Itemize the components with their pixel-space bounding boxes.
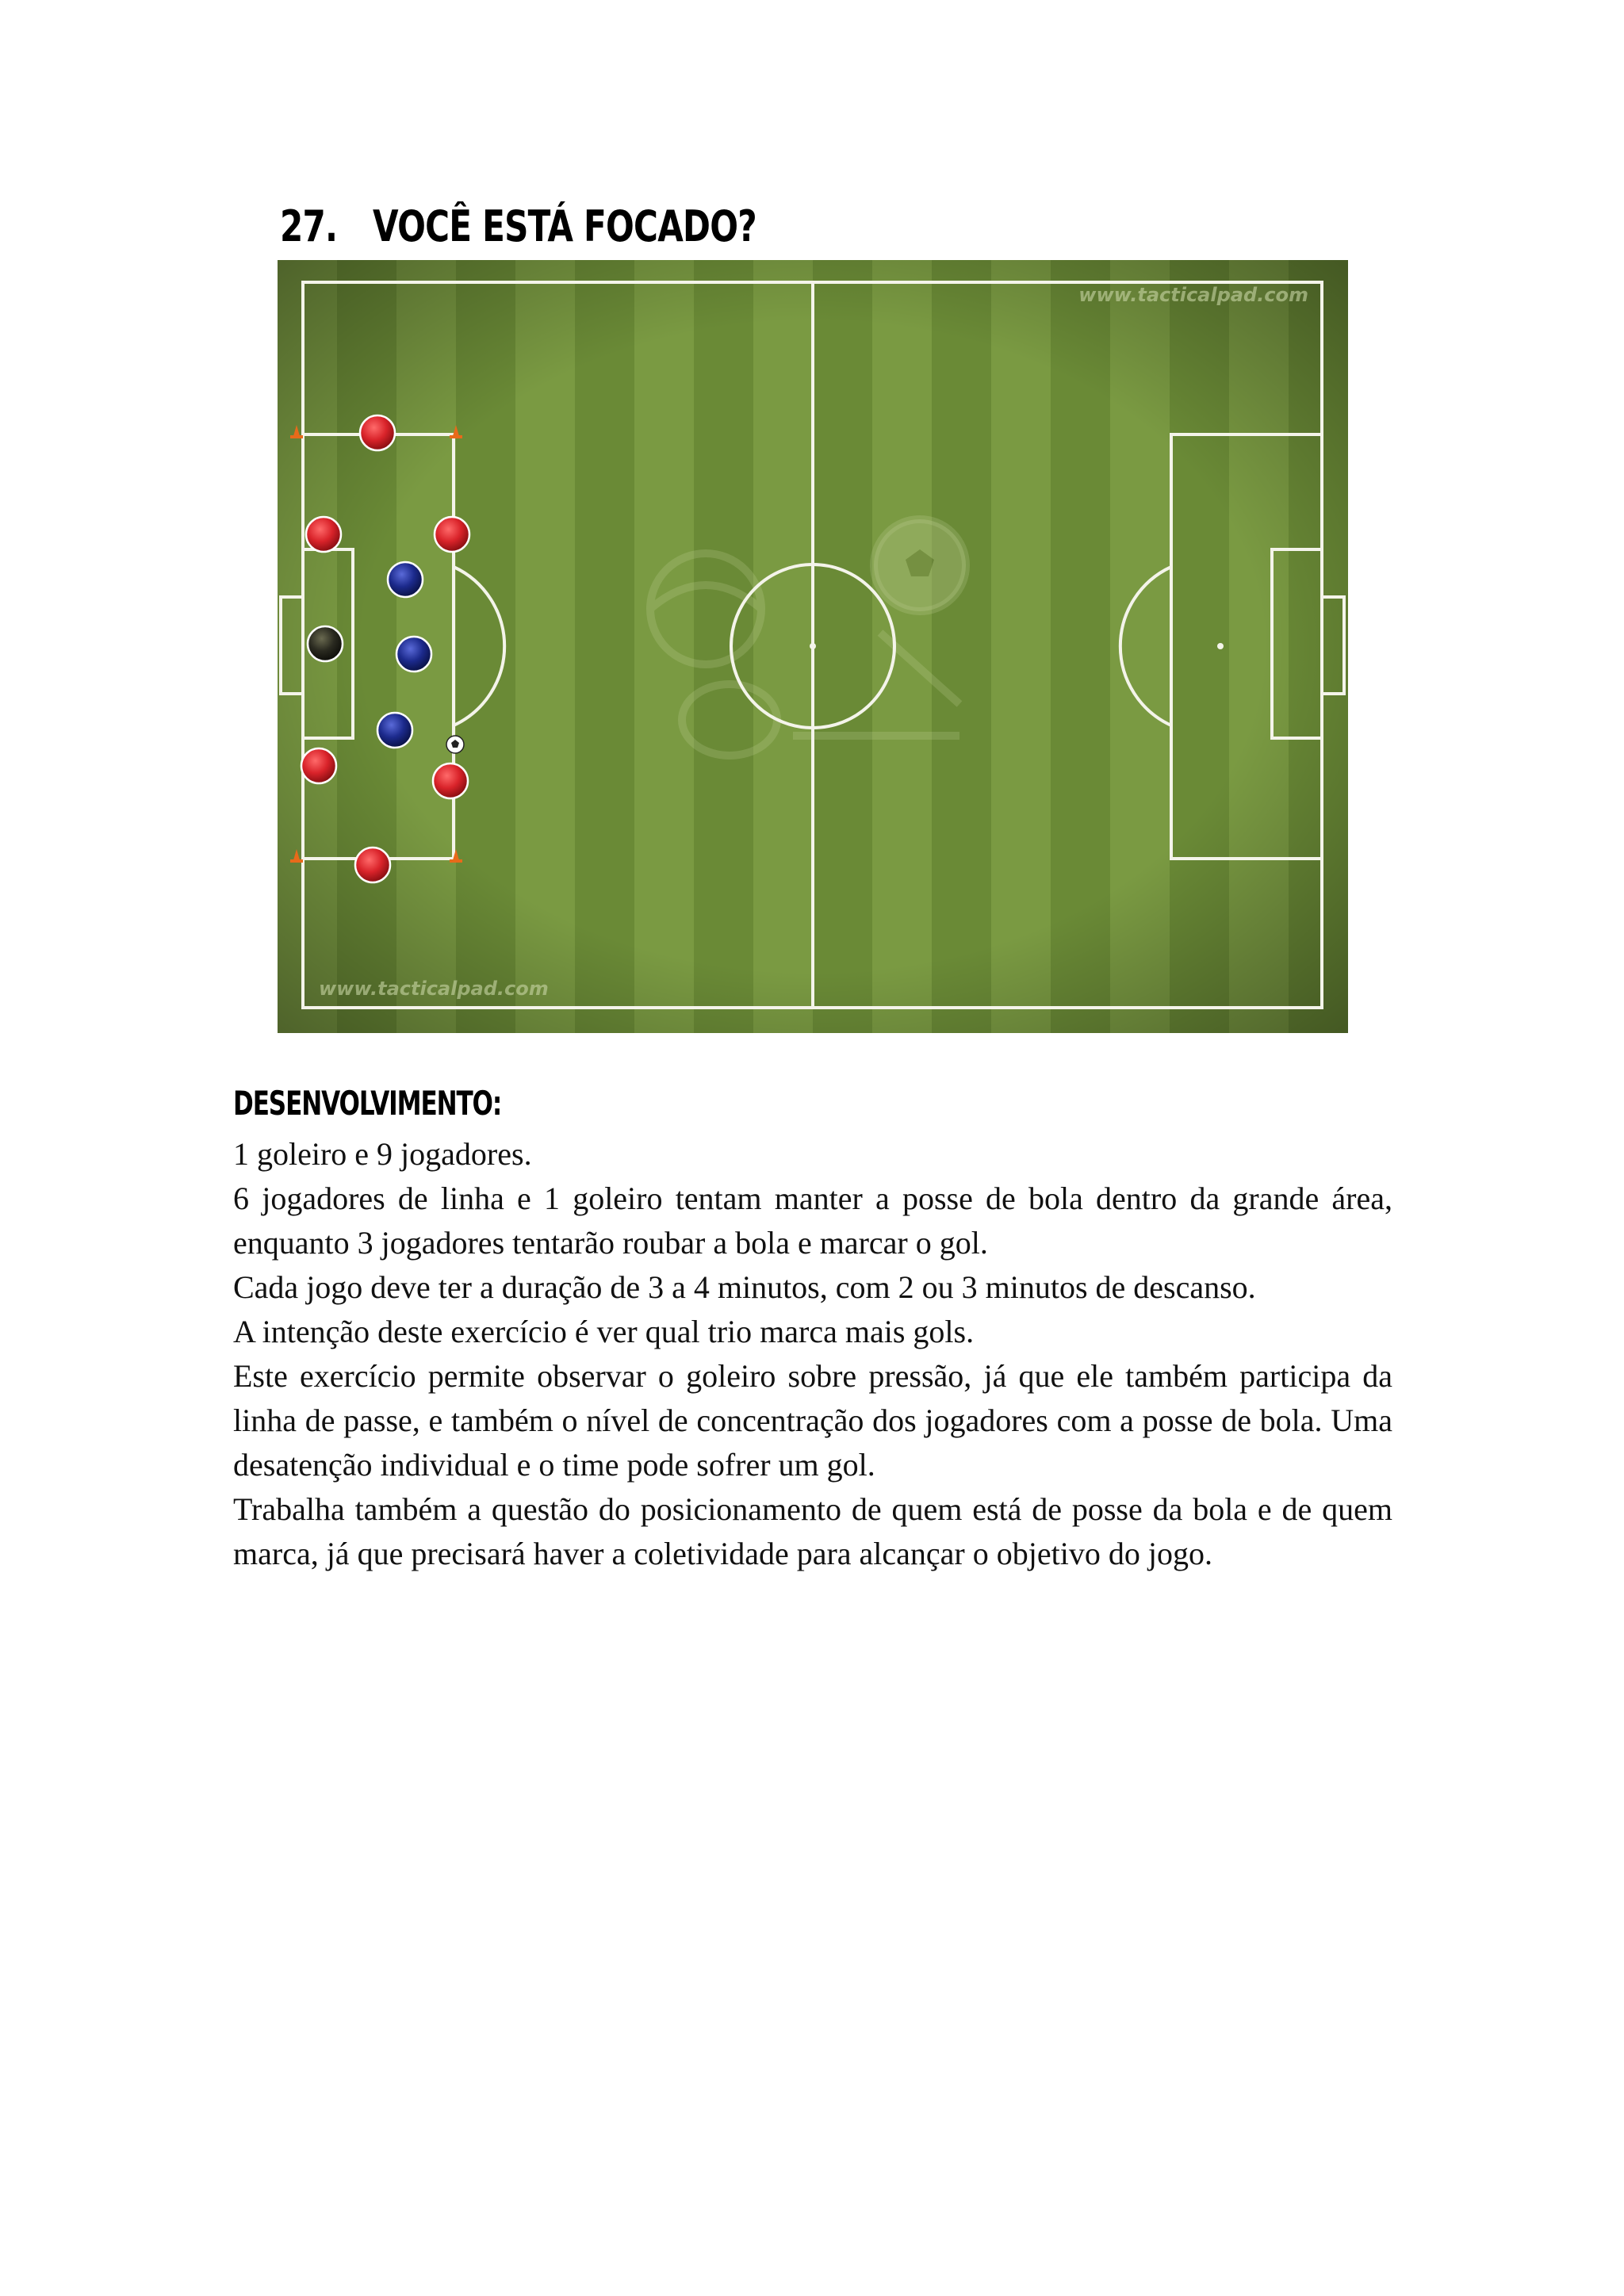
red-player: [355, 848, 390, 882]
section-heading: DESENVOLVIMENTO:: [233, 1084, 502, 1123]
red-player: [433, 763, 468, 798]
red-player: [306, 517, 341, 552]
watermark-bottom: www.tacticalpad.com: [319, 978, 549, 1000]
paragraph: 6 jogadores de linha e 1 goleiro tentam manter a posse de bola dentro da grande área, enquanto 3 jogadores tentarão roubar a bola e marcar o gol.: [233, 1181, 1392, 1261]
paragraph: Trabalha também a questão do posicionamento de quem está de posse da bola e de quem marca, já que precisará haver a coletividade para alcançar o objetivo do jogo.: [233, 1491, 1392, 1571]
paragraph: 1 goleiro e 9 jogadores.: [233, 1136, 532, 1172]
description-body: [233, 1132, 1392, 1576]
title-number: 27.: [280, 201, 338, 251]
red-player: [360, 415, 395, 450]
page-title: [280, 195, 756, 258]
title-text: VOCÊ ESTÁ FOCADO?: [373, 201, 756, 251]
penalty-spot-right: [1217, 643, 1224, 649]
paragraph: Cada jogo deve ter a duração de 3 a 4 minutos, com 2 ou 3 minutos de descanso.: [233, 1269, 1256, 1305]
paragraph: Este exercício permite observar o goleiro sobre pressão, já que ele também participa da linha de passe, e também o nível de concentração dos jogadores com a posse de bola. Uma desatenção individual e o time pode sofrer um gol.: [233, 1358, 1392, 1483]
red-player: [435, 517, 469, 552]
tactical-field-diagram: [278, 260, 1348, 1033]
center-spot: [810, 643, 816, 649]
background-ball: [874, 519, 966, 611]
red-player: [301, 748, 336, 783]
watermark-top: www.tacticalpad.com: [1078, 284, 1308, 306]
goalkeeper: [308, 626, 343, 661]
blue-player: [377, 713, 412, 748]
paragraph: A intenção deste exercício é ver qual trio marca mais gols.: [233, 1314, 975, 1349]
blue-player: [388, 562, 423, 597]
ball-icon: [446, 736, 464, 753]
field-svg: [278, 260, 1348, 1033]
blue-player: [396, 637, 431, 672]
